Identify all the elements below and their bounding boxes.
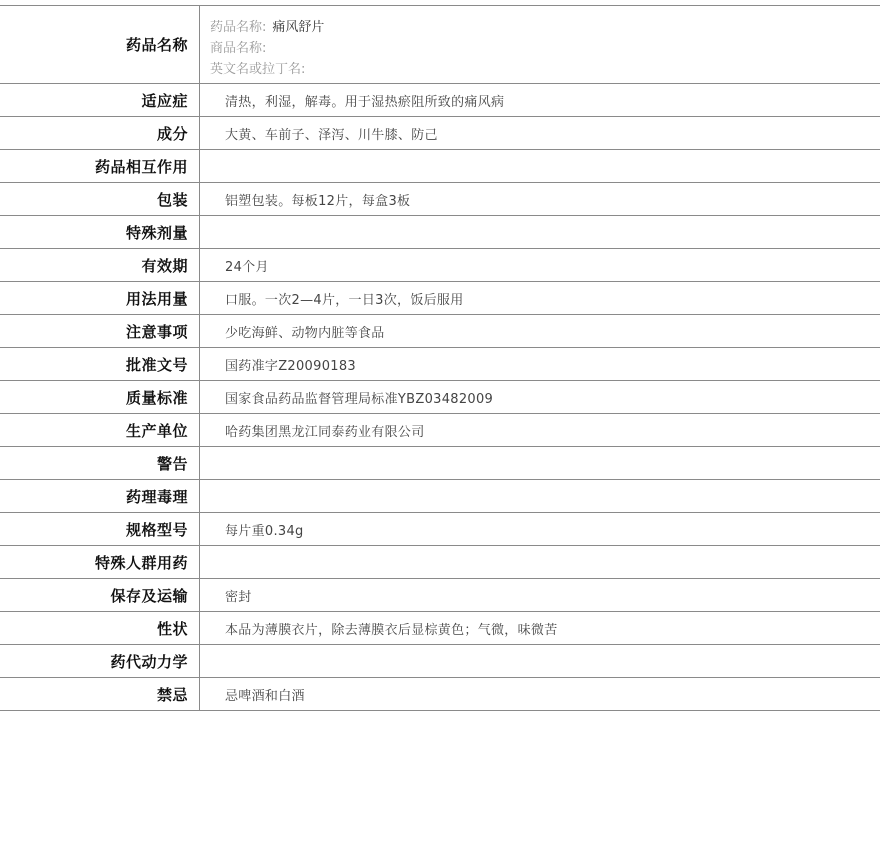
spec-value: 24个月: [225, 259, 269, 275]
spec-label: 禁忌: [0, 678, 200, 710]
spec-row-indication: [0, 84, 880, 117]
spec-row-contraindications: [0, 678, 880, 711]
spec-label: 生产单位: [0, 414, 200, 446]
spec-value: 密封: [225, 589, 252, 605]
spec-label: 用法用量: [0, 282, 200, 314]
spec-label: 有效期: [0, 249, 200, 281]
spec-row-manufacturer: [0, 414, 880, 447]
spec-label: 特殊人群用药: [0, 546, 200, 578]
drug-name-block: [200, 6, 880, 83]
drug-name-row: [0, 6, 880, 84]
spec-value: 本品为薄膜衣片，除去薄膜衣后显棕黄色；气微，味微苦: [225, 622, 558, 638]
spec-value: 哈药集团黑龙江同泰药业有限公司: [225, 424, 425, 440]
drug-name-section-label: 药品名称: [0, 6, 200, 83]
spec-value: [200, 480, 880, 512]
trade-name-label: 商品名称:: [210, 41, 267, 56]
spec-label: 药理毒理: [0, 480, 200, 512]
spec-value: [200, 546, 880, 578]
spec-value: [200, 645, 880, 677]
spec-label: 批准文号: [0, 348, 200, 380]
spec-row-approval-number: [0, 348, 880, 381]
spec-value: 国药准字Z20090183: [225, 358, 356, 374]
spec-value: 大黄、车前子、泽泻、川牛膝、防己: [225, 127, 438, 143]
english-name-line: [210, 59, 880, 80]
spec-value: 忌啤酒和白酒: [225, 688, 305, 704]
spec-value: 少吃海鲜、动物内脏等食品: [225, 325, 385, 341]
spec-row-specification: [0, 513, 880, 546]
drug-name-label: 药品名称:: [210, 20, 267, 35]
spec-value: 清热，利湿，解毒。用于湿热瘀阻所致的痛风病: [225, 94, 505, 110]
spec-label: 质量标准: [0, 381, 200, 413]
spec-value: [200, 447, 880, 479]
spec-row-quality-standard: [0, 381, 880, 414]
spec-label: 保存及运输: [0, 579, 200, 611]
spec-label: 成分: [0, 117, 200, 149]
spec-value: [200, 150, 880, 182]
spec-row-special-populations: [0, 546, 880, 579]
spec-row-special-dosage: [0, 216, 880, 249]
spec-row-precautions: [0, 315, 880, 348]
spec-value: [200, 216, 880, 248]
spec-row-pharmacology: [0, 480, 880, 513]
spec-row-ingredients: [0, 117, 880, 150]
spec-label: 药代动力学: [0, 645, 200, 677]
drug-spec-table: [0, 5, 880, 711]
spec-value: 国家食品药品监督管理局标准YBZ03482009: [225, 391, 494, 407]
spec-label: 药品相互作用: [0, 150, 200, 182]
spec-row-packaging: [0, 183, 880, 216]
spec-label: 性状: [0, 612, 200, 644]
spec-value: 每片重0.34g: [225, 523, 304, 539]
english-name-label: 英文名或拉丁名:: [210, 62, 306, 77]
spec-row-pharmacokinetics: [0, 645, 880, 678]
spec-value: 口服。一次2—4片，一日3次，饭后服用: [225, 292, 464, 308]
drug-name-line: [210, 17, 880, 38]
spec-label: 规格型号: [0, 513, 200, 545]
spec-label: 包装: [0, 183, 200, 215]
spec-row-dosage: [0, 282, 880, 315]
spec-row-storage: [0, 579, 880, 612]
spec-row-warning: [0, 447, 880, 480]
spec-row-appearance: [0, 612, 880, 645]
spec-value: 铝塑包装。每板12片，每盒3板: [225, 193, 411, 209]
spec-label: 适应症: [0, 84, 200, 116]
spec-row-shelf-life: [0, 249, 880, 282]
spec-label: 特殊剂量: [0, 216, 200, 248]
spec-label: 注意事项: [0, 315, 200, 347]
drug-name-value: 痛风舒片: [272, 20, 325, 35]
trade-name-line: [210, 38, 880, 59]
spec-label: 警告: [0, 447, 200, 479]
spec-row-interactions: [0, 150, 880, 183]
